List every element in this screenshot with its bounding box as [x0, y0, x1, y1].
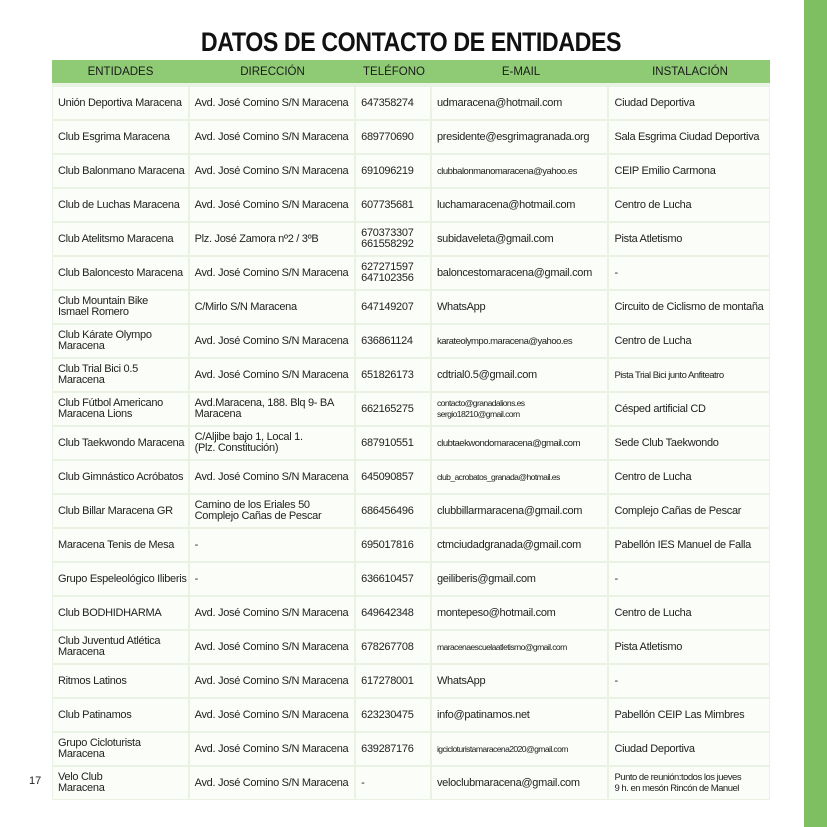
- cell-entity-name: Club Kárate Olympo Maracena: [53, 325, 188, 357]
- cell-address: Avd.Maracena, 188. Blq 9- BA Maracena: [190, 393, 355, 425]
- cell-entity-name: Ritmos Latinos: [53, 665, 188, 697]
- table-row: [52, 290, 770, 324]
- column-header-telefono: TELÉFONO: [363, 65, 425, 78]
- cell-phone: 623230475: [356, 699, 430, 731]
- cell-venue: Ciudad Deportiva: [609, 733, 769, 765]
- cell-venue: -: [609, 563, 769, 595]
- cell-phone: 639287176: [356, 733, 430, 765]
- page-title: DATOS DE CONTACTO DE ENTIDADES: [200, 27, 622, 57]
- cell-address: Avd. José Comino S/N Maracena: [190, 87, 355, 119]
- cell-email: clubbillarmaracena@gmail.com: [432, 495, 608, 527]
- table-body: [52, 83, 770, 800]
- cell-address: Avd. José Comino S/N Maracena: [190, 189, 355, 221]
- cell-entity-name: Club Fútbol Americano Maracena Lions: [53, 393, 188, 425]
- cell-email: karateolympo.maracena@yahoo.es: [432, 325, 608, 357]
- column-header-entidades: ENTIDADES: [87, 65, 154, 78]
- table-row: [52, 494, 770, 528]
- cell-venue: -: [609, 257, 769, 289]
- cell-address: -: [190, 563, 355, 595]
- cell-address: Avd. José Comino S/N Maracena: [190, 121, 355, 153]
- cell-entity-name: Club Juventud Atlética Maracena: [53, 631, 188, 663]
- column-header-email: E-MAIL: [501, 65, 541, 78]
- cell-email: montepeso@hotmail.com: [432, 597, 608, 629]
- table-row: [52, 562, 770, 596]
- contacts-table: [52, 60, 770, 800]
- cell-address: Avd. José Comino S/N Maracena: [190, 257, 355, 289]
- table-row: [52, 324, 770, 358]
- cell-entity-name: Club Esgrima Maracena: [53, 121, 188, 153]
- page-number: 17: [29, 775, 42, 787]
- cell-venue: Pista Trial Bici junto Anfiteatro: [609, 359, 769, 391]
- cell-phone: 647149207: [356, 291, 430, 323]
- table-row: [52, 698, 770, 732]
- cell-entity-name: Maracena Tenis de Mesa: [53, 529, 188, 561]
- cell-address: Avd. José Comino S/N Maracena: [190, 325, 355, 357]
- cell-email: ctmciudadgranada@gmail.com: [432, 529, 608, 561]
- cell-address: Avd. José Comino S/N Maracena: [190, 767, 355, 799]
- cell-email: club_acrobatos_granada@hotmail.es: [432, 461, 608, 493]
- cell-email: clubtaekwondomaracena@gmail.com: [432, 427, 608, 459]
- cell-venue: Pista Atletismo: [609, 223, 769, 255]
- cell-address: Avd. José Comino S/N Maracena: [190, 359, 355, 391]
- table-row: [52, 86, 770, 120]
- cell-email: luchamaracena@hotmail.com: [432, 189, 608, 221]
- cell-email: maracenaescuelaatletismo@gmail.com: [432, 631, 608, 663]
- cell-email: baloncestomaracena@gmail.com: [432, 257, 608, 289]
- table-row: [52, 222, 770, 256]
- cell-phone: 678267708: [356, 631, 430, 663]
- cell-email: info@patinamos.net: [432, 699, 608, 731]
- cell-address: Avd. José Comino S/N Maracena: [190, 733, 355, 765]
- cell-entity-name: Grupo Cicloturista Maracena: [53, 733, 188, 765]
- cell-phone: 695017816: [356, 529, 430, 561]
- table-row: [52, 188, 770, 222]
- cell-entity-name: Grupo Espeleológico Iliberis: [53, 563, 188, 595]
- cell-address: C/Aljibe bajo 1, Local 1. (Plz. Constitución): [190, 427, 355, 459]
- cell-venue: Sede Club Taekwondo: [609, 427, 769, 459]
- cell-email: igcicloturistamaracena2020@gmail.com: [432, 733, 608, 765]
- table-row: [52, 256, 770, 290]
- cell-address: C/Mirlo S/N Maracena: [190, 291, 355, 323]
- cell-phone: 636610457: [356, 563, 430, 595]
- column-header-instalacion: INSTALACIÓN: [652, 65, 728, 78]
- cell-venue: Centro de Lucha: [609, 597, 769, 629]
- cell-email: subidaveleta@gmail.com: [432, 223, 608, 255]
- cell-entity-name: Club Balonmano Maracena: [53, 155, 188, 187]
- cell-email: WhatsApp: [432, 665, 608, 697]
- table-row: [52, 358, 770, 392]
- cell-entity-name: Club Taekwondo Maracena: [53, 427, 188, 459]
- side-accent-bar: [804, 0, 827, 827]
- cell-venue: Punto de reunión:todos los jueves 9 h. en mesón Rincón de Manuel: [609, 767, 769, 799]
- cell-entity-name: Club Patinamos: [53, 699, 188, 731]
- table-row: [52, 732, 770, 766]
- cell-entity-name: Club Baloncesto Maracena: [53, 257, 188, 289]
- table-row: [52, 596, 770, 630]
- cell-phone: 670373307 661558292: [356, 223, 430, 255]
- cell-entity-name: Club Billar Maracena GR: [53, 495, 188, 527]
- cell-venue: Circuito de Ciclismo de montaña: [609, 291, 769, 323]
- column-header-direccion: DIRECCIÓN: [240, 65, 305, 78]
- cell-phone: 687910551: [356, 427, 430, 459]
- cell-phone: 689770690: [356, 121, 430, 153]
- cell-phone: 691096219: [356, 155, 430, 187]
- cell-entity-name: Club Atelitsmo Maracena: [53, 223, 188, 255]
- cell-venue: Pista Atletismo: [609, 631, 769, 663]
- cell-venue: CEIP Emilio Carmona: [609, 155, 769, 187]
- cell-phone: 627271597 647102356: [356, 257, 430, 289]
- cell-address: Plz. José Zamora nº2 / 3ºB: [190, 223, 355, 255]
- cell-address: Avd. José Comino S/N Maracena: [190, 665, 355, 697]
- cell-entity-name: Club Gimnástico Acróbatos: [53, 461, 188, 493]
- cell-venue: Pabellón CEIP Las Mimbres: [609, 699, 769, 731]
- table-row: [52, 426, 770, 460]
- table-row: [52, 460, 770, 494]
- cell-email: cdtrial0.5@gmail.com: [432, 359, 608, 391]
- cell-email: udmaracena@hotmail.com: [432, 87, 608, 119]
- cell-email: contacto@granadalions.es sergio18210@gmail.com: [432, 393, 608, 425]
- cell-email: veloclubmaracena@gmail.com: [432, 767, 608, 799]
- cell-venue: Sala Esgrima Ciudad Deportiva: [609, 121, 769, 153]
- cell-entity-name: Club Mountain Bike Ismael Romero: [53, 291, 188, 323]
- cell-entity-name: Club BODHIDHARMA: [53, 597, 188, 629]
- cell-entity-name: Unión Deportiva Maracena: [53, 87, 188, 119]
- cell-venue: Ciudad Deportiva: [609, 87, 769, 119]
- cell-phone: 647358274: [356, 87, 430, 119]
- cell-email: geiliberis@gmail.com: [432, 563, 608, 595]
- cell-address: Avd. José Comino S/N Maracena: [190, 461, 355, 493]
- cell-phone: 645090857: [356, 461, 430, 493]
- cell-phone: 662165275: [356, 393, 430, 425]
- cell-entity-name: Velo Club Maracena: [53, 767, 188, 799]
- cell-venue: -: [609, 665, 769, 697]
- table-header: [52, 60, 770, 83]
- cell-entity-name: Club Trial Bici 0.5 Maracena: [53, 359, 188, 391]
- cell-email: WhatsApp: [432, 291, 608, 323]
- cell-phone: 649642348: [356, 597, 430, 629]
- cell-address: Camino de los Eriales 50 Complejo Cañas de Pescar: [190, 495, 355, 527]
- table-row: [52, 630, 770, 664]
- cell-address: Avd. José Comino S/N Maracena: [190, 597, 355, 629]
- cell-venue: Césped artificial CD: [609, 393, 769, 425]
- cell-email: clubbalonmanomaracena@yahoo.es: [432, 155, 608, 187]
- cell-address: -: [190, 529, 355, 561]
- cell-phone: -: [356, 767, 430, 799]
- table-row: [52, 664, 770, 698]
- cell-address: Avd. José Comino S/N Maracena: [190, 699, 355, 731]
- cell-venue: Centro de Lucha: [609, 189, 769, 221]
- cell-entity-name: Club de Luchas Maracena: [53, 189, 188, 221]
- cell-email: presidente@esgrimagranada.org: [432, 121, 608, 153]
- table-row: [52, 120, 770, 154]
- cell-venue: Pabellón IES Manuel de Falla: [609, 529, 769, 561]
- cell-venue: Centro de Lucha: [609, 325, 769, 357]
- cell-address: Avd. José Comino S/N Maracena: [190, 155, 355, 187]
- cell-phone: 636861124: [356, 325, 430, 357]
- cell-venue: Complejo Cañas de Pescar: [609, 495, 769, 527]
- cell-phone: 607735681: [356, 189, 430, 221]
- table-row: [52, 154, 770, 188]
- table-row: [52, 528, 770, 562]
- cell-phone: 651826173: [356, 359, 430, 391]
- table-row: [52, 766, 770, 800]
- cell-phone: 617278001: [356, 665, 430, 697]
- table-row: [52, 392, 770, 426]
- cell-address: Avd. José Comino S/N Maracena: [190, 631, 355, 663]
- cell-phone: 686456496: [356, 495, 430, 527]
- cell-venue: Centro de Lucha: [609, 461, 769, 493]
